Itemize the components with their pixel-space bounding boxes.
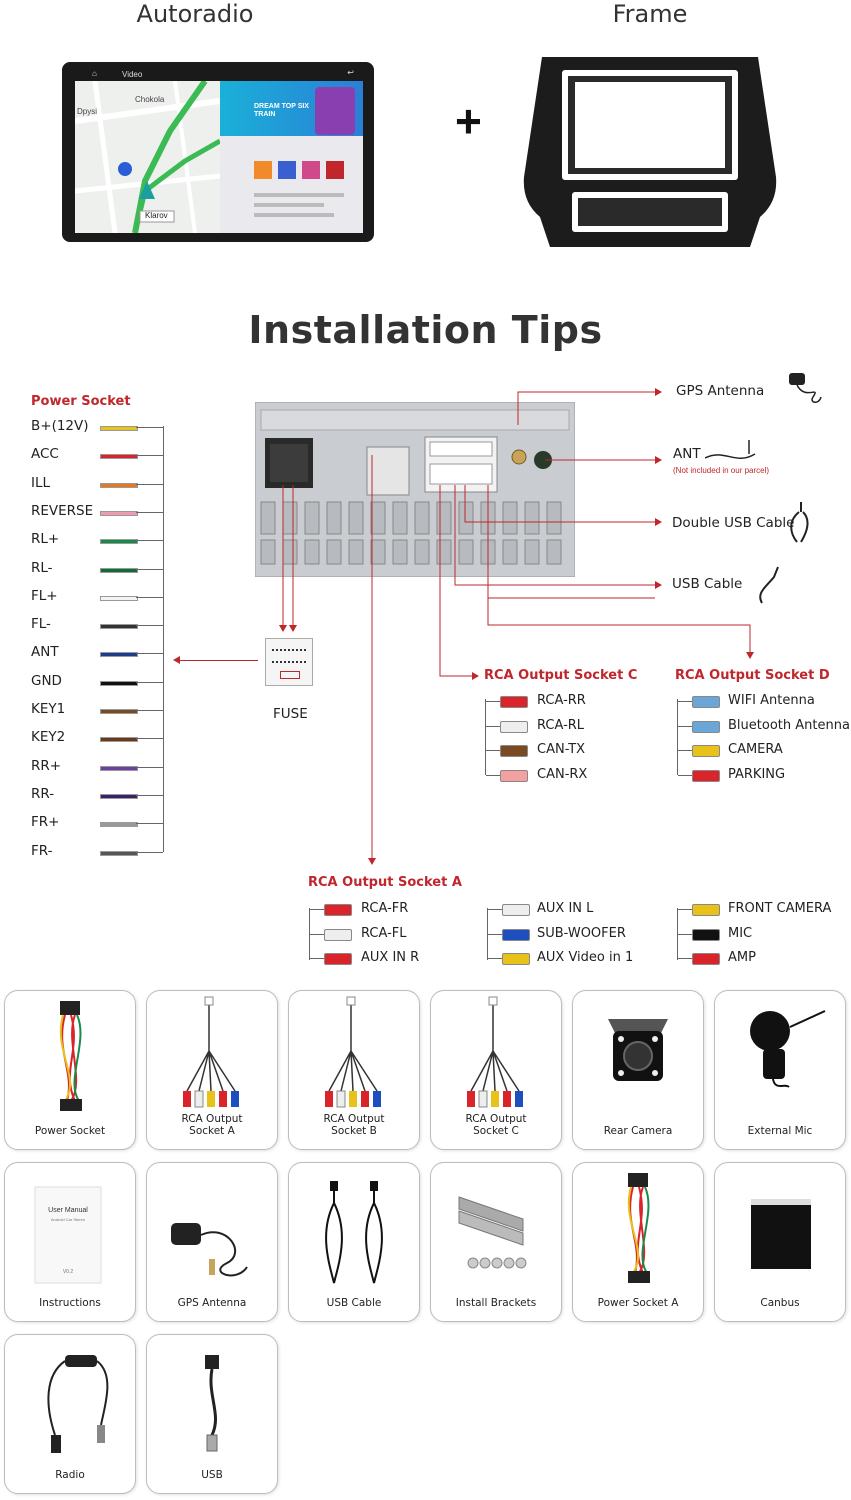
accessory-card — [430, 990, 562, 1150]
power-wire-label: ILL — [31, 474, 51, 491]
autoradio-heading: Autoradio — [136, 0, 254, 28]
accessory-caption: RCA Output Socket B — [323, 1113, 385, 1137]
ant-label: ANT — [673, 446, 701, 462]
rca-cable-icon — [147, 991, 277, 1121]
accessory-card — [4, 1162, 136, 1322]
accessory-card — [714, 990, 846, 1150]
camera-icon — [573, 991, 703, 1121]
power-wire-label: RR+ — [31, 757, 62, 774]
manual-subtitle: Android Car Stereo — [50, 1217, 86, 1222]
socket-c-header: RCA Output Socket C — [484, 668, 638, 683]
power-wire-label: ANT — [31, 644, 59, 661]
socket-d-wire-plug — [692, 770, 720, 782]
socket-a-wire-line — [310, 958, 324, 959]
power-wire-label: ACC — [31, 446, 59, 463]
accessory-card — [4, 1334, 136, 1494]
socket-d-wire-line — [678, 775, 692, 776]
ant-cable-icon — [705, 438, 775, 468]
socket-a-wire-plug — [502, 953, 530, 965]
socket-a-wire-plug — [692, 904, 720, 916]
power-wire-label: FR- — [31, 842, 53, 859]
map-label-bottom: Klarov — [145, 211, 168, 220]
accessory-card — [714, 1162, 846, 1322]
socket-d-wire-plug — [692, 696, 720, 708]
socket-d-bracket — [677, 699, 678, 775]
usb-cable-icon — [752, 563, 787, 608]
power-wire-label: B+(12V) — [31, 418, 89, 434]
socket-a-wire-label: AUX Video in 1 — [537, 950, 634, 965]
socket-d-wire-plug — [692, 745, 720, 757]
power-wire-label: FL- — [31, 616, 51, 633]
socket-c-wire-plug — [500, 696, 528, 708]
socket-c-wire-label: CAN-TX — [537, 742, 586, 757]
screen-title: Video — [122, 70, 143, 79]
socket-a-wire-plug — [502, 929, 530, 941]
power-socket-header: Power Socket — [31, 394, 131, 409]
socket-a-wire-label: SUB-WOOFER — [537, 925, 626, 941]
accessory-caption: Rear Camera — [603, 1125, 673, 1137]
accessory-caption: Power Socket A — [597, 1297, 679, 1309]
socket-a-wire-label: MIC — [728, 925, 753, 941]
socket-d-wire-line — [678, 750, 692, 751]
gps-antenna-icon — [785, 367, 825, 407]
accessory-caption: Install Brackets — [455, 1297, 537, 1309]
socket-a-wire-line — [310, 934, 324, 935]
accessory-card — [572, 1162, 704, 1322]
usb-cable-label: USB Cable — [672, 576, 743, 592]
accessory-caption: RCA Output Socket A — [181, 1113, 243, 1137]
accessory-card — [572, 990, 704, 1150]
accessory-caption: Power Socket — [34, 1125, 106, 1137]
accessory-caption: Instructions — [39, 1297, 101, 1309]
installation-title: Installation Tips — [248, 308, 603, 352]
bracket-icon — [431, 1163, 561, 1293]
socket-a-wire-plug — [502, 904, 530, 916]
map-label-left: Dpysi — [77, 107, 98, 116]
accessory-card — [430, 1162, 562, 1322]
back-icon: ↩ — [347, 68, 354, 77]
accessory-card — [288, 1162, 420, 1322]
socket-c-wire-label: RCA-RR — [537, 693, 586, 708]
socket-a-wire-label: FRONT CAMERA — [728, 901, 832, 916]
socket-d-wire-plug — [692, 721, 720, 733]
socket-a-bracket-3 — [677, 908, 678, 960]
socket-c-wire-line — [486, 726, 500, 727]
socket-a-wire-label: AUX IN L — [537, 901, 594, 916]
plus-sign: + — [455, 95, 482, 147]
socket-d-wire-label: PARKING — [728, 766, 786, 782]
accessory-card — [146, 1334, 278, 1494]
socket-c-wire-label: RCA-RL — [537, 717, 585, 733]
socket-c-wire-plug — [500, 770, 528, 782]
double-usb-icon — [783, 500, 813, 545]
accessory-caption: Canbus — [760, 1297, 800, 1309]
rca-cable-icon — [431, 991, 561, 1121]
accessory-card — [288, 990, 420, 1150]
socket-a-wire-label: RCA-FL — [361, 925, 407, 941]
socket-a-wire-line — [310, 909, 324, 910]
accessory-caption: Radio — [55, 1469, 85, 1481]
socket-c-wire-line — [486, 775, 500, 776]
socket-a-header: RCA Output Socket A — [308, 875, 462, 890]
socket-a-wire-line — [488, 958, 502, 959]
harness-icon — [573, 1163, 703, 1293]
gps-antenna-label: GPS Antenna — [676, 383, 765, 399]
manual-version: V0.2 — [62, 1269, 74, 1275]
power-wire-label: RL+ — [31, 531, 60, 548]
rca-cable-icon — [289, 991, 419, 1121]
socket-a-wire-plug — [324, 953, 352, 965]
socket-a-wire-label: AUX IN R — [361, 950, 420, 965]
socket-a-wire-line — [678, 909, 692, 910]
power-wire-label: KEY1 — [31, 701, 66, 717]
canbus-icon — [715, 1163, 845, 1293]
socket-d-wire-line — [678, 701, 692, 702]
accessory-caption: USB Cable — [326, 1297, 382, 1309]
socket-a-wire-label: AMP — [728, 950, 756, 965]
accessory-caption: RCA Output Socket C — [465, 1113, 527, 1137]
socket-a-wire-line — [678, 934, 692, 935]
power-wire-label: GND — [31, 672, 62, 689]
power-wire-label: RR- — [31, 785, 55, 802]
usb-adapter-icon — [147, 1335, 277, 1465]
music-banner-text: DREAM TOP SIX TRAIN — [254, 103, 309, 118]
double-usb-label: Double USB Cable — [672, 515, 795, 531]
socket-a-wire-plug — [692, 929, 720, 941]
socket-a-wire-plug — [324, 929, 352, 941]
socket-a-wire-plug — [692, 953, 720, 965]
accessory-caption: GPS Antenna — [177, 1297, 247, 1309]
socket-a-wire-plug — [324, 904, 352, 916]
socket-d-wire-label: WIFI Antenna — [728, 693, 815, 708]
socket-a-wire-line — [488, 909, 502, 910]
harness-icon — [5, 991, 135, 1121]
usb-cable-icon — [289, 1163, 419, 1293]
accessory-card — [146, 990, 278, 1150]
gps-antenna-icon — [147, 1163, 277, 1293]
socket-a-wire-line — [488, 934, 502, 935]
fuse-label: FUSE — [273, 706, 308, 722]
socket-d-wire-line — [678, 726, 692, 727]
power-wire-label: REVERSE — [31, 502, 94, 519]
socket-c-wire-line — [486, 750, 500, 751]
socket-a-wire-label: RCA-FR — [361, 901, 409, 916]
socket-a-bracket-1 — [309, 908, 310, 960]
socket-d-wire-label: Bluetooth Antenna — [728, 717, 850, 733]
socket-c-bracket — [485, 699, 486, 775]
socket-a-wire-line — [678, 958, 692, 959]
accessory-caption: External Mic — [747, 1125, 813, 1137]
socket-c-wire-plug — [500, 745, 528, 757]
socket-a-bracket-2 — [487, 908, 488, 960]
socket-c-wire-line — [486, 701, 500, 702]
socket-d-wire-label: CAMERA — [728, 742, 783, 757]
socket-c-wire-label: CAN-RX — [537, 766, 588, 782]
power-wire-label: FR+ — [31, 814, 60, 831]
socket-c-wire-plug — [500, 721, 528, 733]
accessory-card — [4, 990, 136, 1150]
ant-note: (Not included in our parcel) — [673, 466, 770, 475]
fuse-box — [265, 638, 313, 686]
manual-title: User Manual — [48, 1207, 88, 1214]
socket-d-header: RCA Output Socket D — [675, 668, 830, 683]
radio-cable-icon — [5, 1335, 135, 1465]
map-label-top: Chokola — [135, 95, 165, 104]
power-wire-label: FL+ — [31, 587, 58, 604]
accessory-card — [146, 1162, 278, 1322]
frame-heading: Frame — [612, 0, 688, 28]
mic-icon — [715, 991, 845, 1121]
accessory-caption: USB — [201, 1469, 223, 1481]
power-wire-label: RL- — [31, 559, 53, 576]
home-icon: ⌂ — [92, 69, 97, 78]
power-wire-label: KEY2 — [31, 729, 66, 746]
